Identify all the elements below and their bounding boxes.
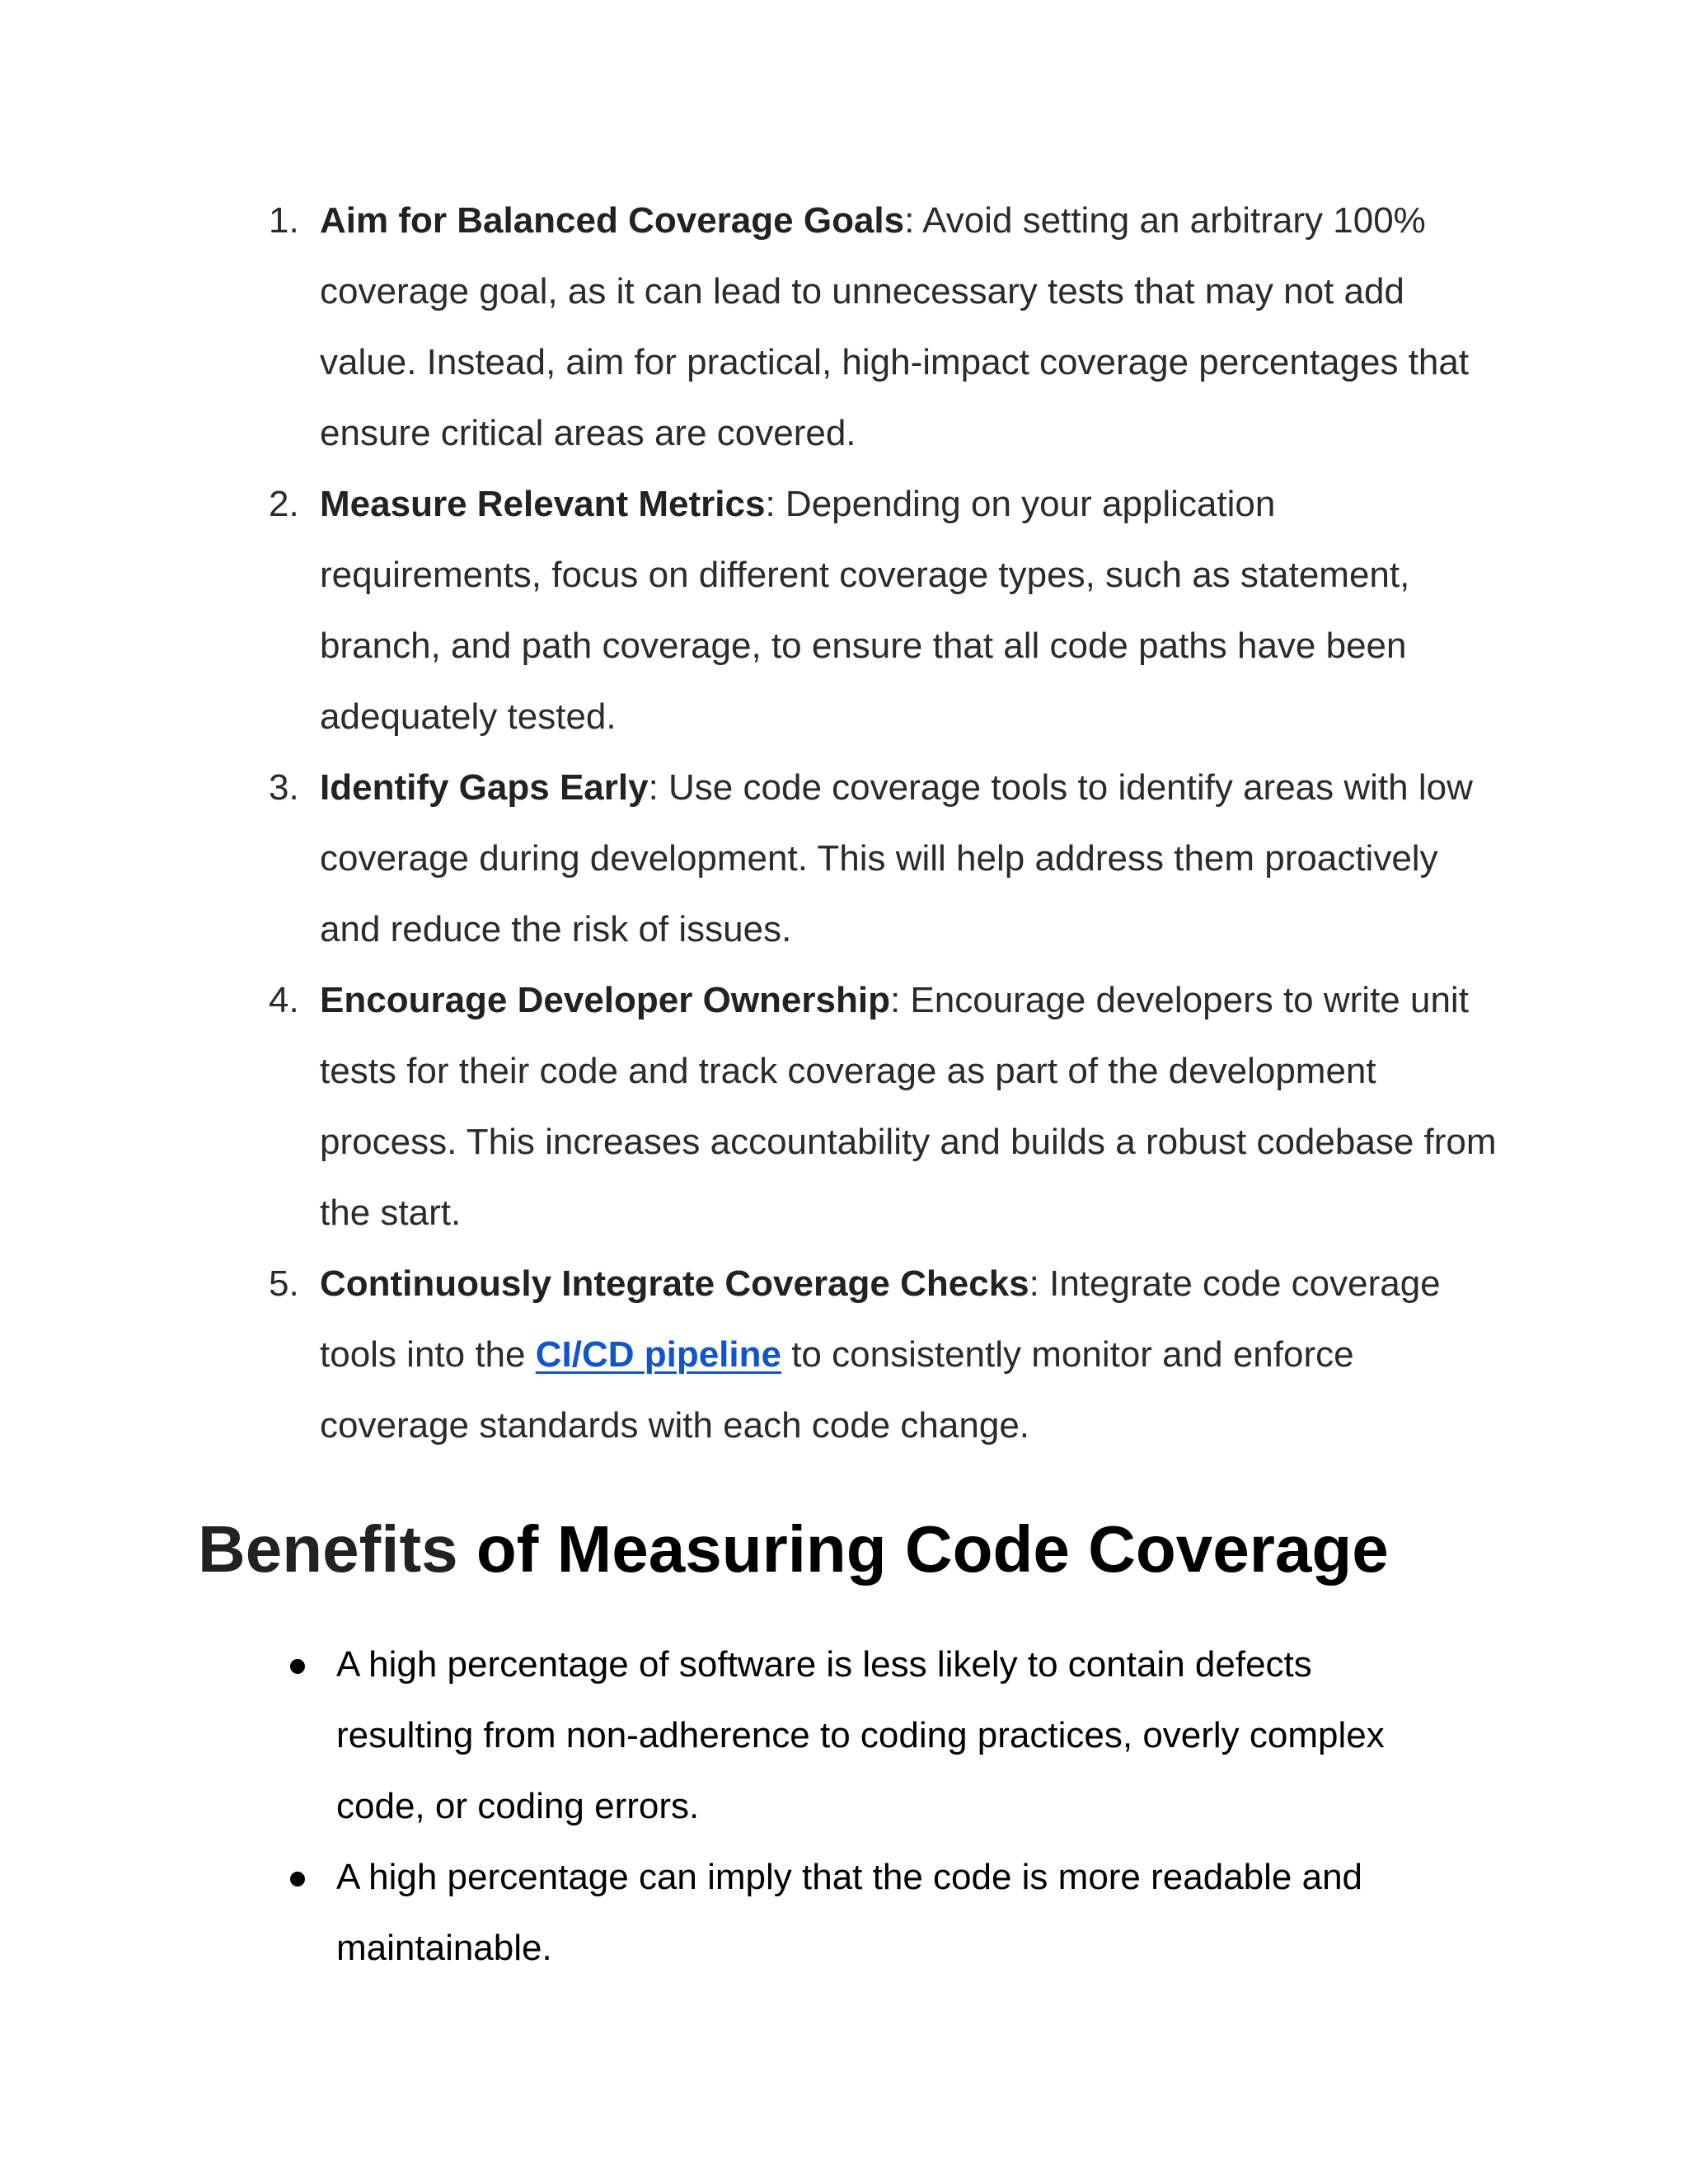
list-item <box>280 1629 1451 1842</box>
list-item-text: : Depending on your application requirements, focus on different coverage types, such as statement, branch, and path coverage, to ensure that all code paths have been adequately tested. <box>320 484 1410 737</box>
bullet-text: A high percentage of software is less likely to contain defects resulting from non-adherence to coding practices, overly complex code, or coding errors. <box>336 1644 1385 1826</box>
list-item-text: : Encourage developers to write unit tests for their code and track coverage as part of the development process. This increases accountability and builds a robust codebase from the start. <box>320 980 1497 1233</box>
heading-first-word: Benefits <box>198 1512 458 1586</box>
ci-cd-pipeline-link[interactable]: CI/CD pipeline <box>535 1334 781 1375</box>
list-number: 5. <box>269 1263 299 1304</box>
heading-rest: of Measuring Code Coverage <box>457 1512 1389 1586</box>
list-item <box>262 965 1498 1249</box>
list-number: 1. <box>269 200 299 241</box>
list-item-title: Measure Relevant Metrics <box>320 484 766 524</box>
list-number: 2. <box>269 484 299 524</box>
list-number: 3. <box>269 767 299 808</box>
list-item <box>262 1249 1498 1461</box>
list-number: 4. <box>269 980 299 1020</box>
bullet-text: A high percentage can imply that the code is more readable and maintainable. <box>336 1857 1363 1968</box>
list-item <box>262 185 1498 469</box>
list-item-text: to consistently monitor and enforce coverage standards with each code change. <box>320 1334 1354 1446</box>
list-item-text: : Use code coverage tools to identify areas with low coverage during development. This will help address them proactively and reduce the risk of issues. <box>320 767 1473 949</box>
list-item <box>262 752 1498 965</box>
benefits-list <box>280 1629 1451 1984</box>
list-item-title: Encourage Developer Ownership <box>320 980 890 1020</box>
best-practices-list <box>262 185 1498 1461</box>
list-item-text: : Avoid setting an arbitrary 100% coverage goal, as it can lead to unnecessary tests that may not add value. Instead, aim for practical, high-impact coverage percentages that ensure critical areas are covered. <box>320 200 1470 453</box>
section-heading <box>198 1508 1389 1591</box>
list-item-title: Identify Gaps Early <box>320 767 649 808</box>
list-item-text: : Integrate code coverage tools into the <box>320 1263 1441 1375</box>
bullet-icon <box>290 1872 305 1886</box>
bullet-icon <box>290 1659 305 1674</box>
list-item-title: Continuously Integrate Coverage Checks <box>320 1263 1029 1304</box>
list-item <box>262 469 1498 752</box>
list-item <box>280 1842 1451 1984</box>
list-item-title: Aim for Balanced Coverage Goals <box>320 200 905 241</box>
